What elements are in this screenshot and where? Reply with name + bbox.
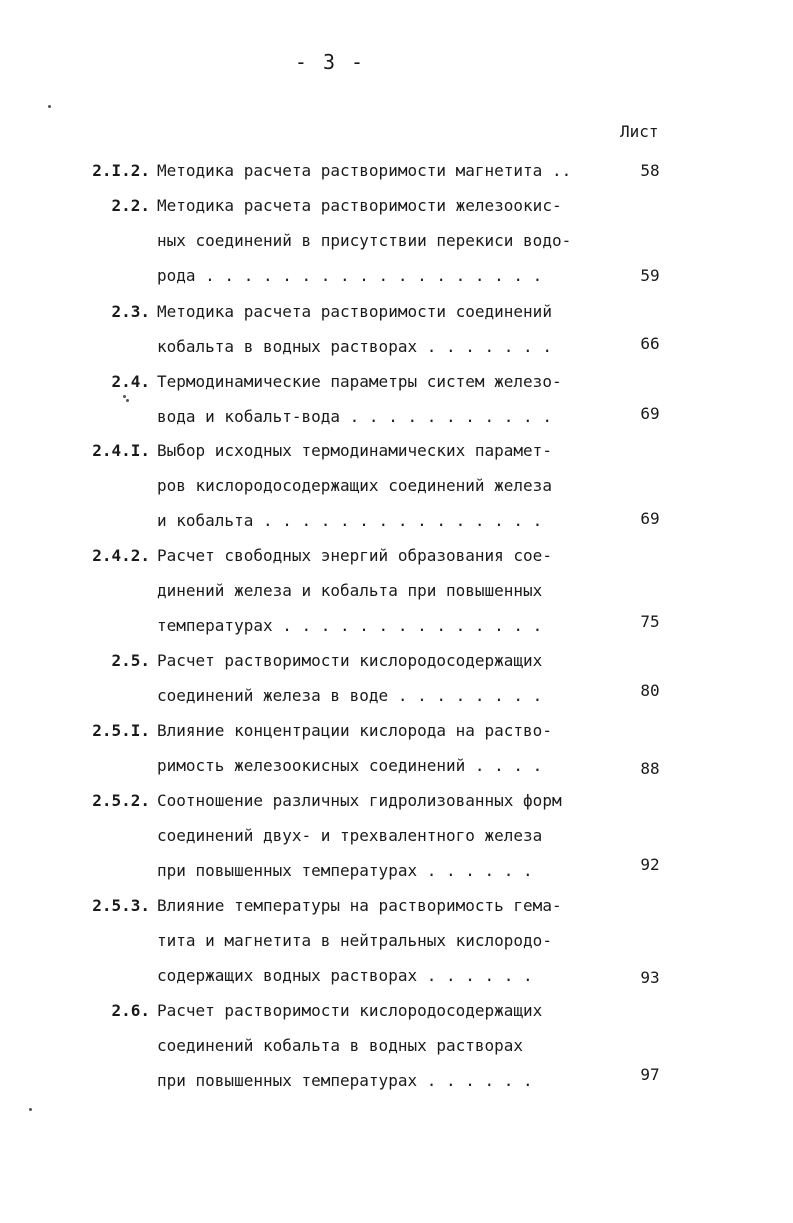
section-title	[157, 294, 617, 364]
section-number: 2.6.	[111, 1001, 150, 1020]
section-number: 2.5.2.	[92, 791, 150, 810]
title-line: ных соединений в присутствии перекиси водо-	[157, 231, 572, 250]
page-ref: 97	[640, 1065, 660, 1084]
title-line: Соотношение различных гидролизованных форм	[157, 791, 562, 810]
title-line: Термодинамические параметры систем железо-	[157, 372, 562, 391]
section-number: 2.5.3.	[92, 896, 150, 915]
page-ref: 92	[640, 855, 660, 874]
title-line: кобальта в водных растворах . . . . . . .	[157, 337, 552, 356]
section-title	[157, 153, 617, 188]
scan-speck	[123, 395, 126, 398]
page-ref: 69	[640, 404, 660, 423]
title-line: Влияние температуры на растворимость гема-	[157, 896, 562, 915]
title-line: и кобальта . . . . . . . . . . . . . . .	[157, 511, 543, 530]
page-ref: 59	[640, 266, 660, 285]
section-title	[157, 364, 617, 434]
title-line: ров кислородосодержащих соединений железа	[157, 476, 552, 495]
page-ref: 58	[640, 161, 660, 180]
title-line: температурах . . . . . . . . . . . . . .	[157, 616, 543, 635]
section-title	[157, 713, 617, 783]
title-line: Расчет свободных энергий образования сое-	[157, 546, 552, 565]
section-number: 2.5.I.	[92, 721, 150, 740]
title-line: тита и магнетита в нейтральных кислородо-	[157, 931, 552, 950]
title-line: рода . . . . . . . . . . . . . . . . . .	[157, 266, 543, 285]
title-line: Методика расчета растворимости соединений	[157, 302, 552, 321]
title-line: Методика расчета растворимости магнетита ..	[157, 161, 572, 180]
title-line: Расчет растворимости кислородосодержащих	[157, 1001, 543, 1020]
page-ref: 69	[640, 509, 660, 528]
section-title	[157, 538, 617, 643]
title-line: Методика расчета растворимости железоокис-	[157, 196, 562, 215]
section-number: 2.5.	[111, 651, 150, 670]
section-title	[157, 643, 617, 713]
section-number: 2.2.	[111, 196, 150, 215]
title-line: соединений железа в воде . . . . . . . .	[157, 686, 543, 705]
section-title	[157, 188, 617, 293]
section-title	[157, 993, 617, 1098]
section-number: 2.I.2.	[92, 161, 150, 180]
section-title	[157, 433, 617, 538]
page-ref: 75	[640, 612, 660, 631]
title-line: римость железоокисных соединений . . . .	[157, 756, 543, 775]
page-column-header: Лист	[620, 122, 659, 141]
page-ref: 88	[640, 759, 660, 778]
section-number: 2.4.2.	[92, 546, 150, 565]
scan-speck	[29, 1108, 32, 1111]
scan-speck	[126, 399, 129, 402]
title-line: вода и кобальт-вода . . . . . . . . . . .	[157, 407, 552, 426]
section-number: 2.4.I.	[92, 441, 150, 460]
title-line: Выбор исходных термодинамических парамет-	[157, 441, 552, 460]
page-ref: 66	[640, 334, 660, 353]
section-title	[157, 888, 617, 993]
section-title	[157, 783, 617, 888]
title-line: содержащих водных растворах . . . . . .	[157, 966, 533, 985]
page-number: - 3 -	[294, 50, 366, 74]
title-line: соединений двух- и трехвалентного железа	[157, 826, 543, 845]
section-number: 2.4.	[111, 372, 150, 391]
title-line: при повышенных температурах . . . . . .	[157, 861, 533, 880]
title-line: динений железа и кобальта при повышенных	[157, 581, 543, 600]
page-ref: 80	[640, 681, 660, 700]
title-line: соединений кобальта в водных растворах	[157, 1036, 524, 1055]
title-line: Расчет растворимости кислородосодержащих	[157, 651, 543, 670]
title-line: при повышенных температурах . . . . . .	[157, 1071, 533, 1090]
scan-speck	[48, 105, 51, 108]
page-ref: 93	[640, 968, 660, 987]
title-line: Влияние концентрации кислорода на раство-	[157, 721, 552, 740]
section-number: 2.3.	[111, 302, 150, 321]
